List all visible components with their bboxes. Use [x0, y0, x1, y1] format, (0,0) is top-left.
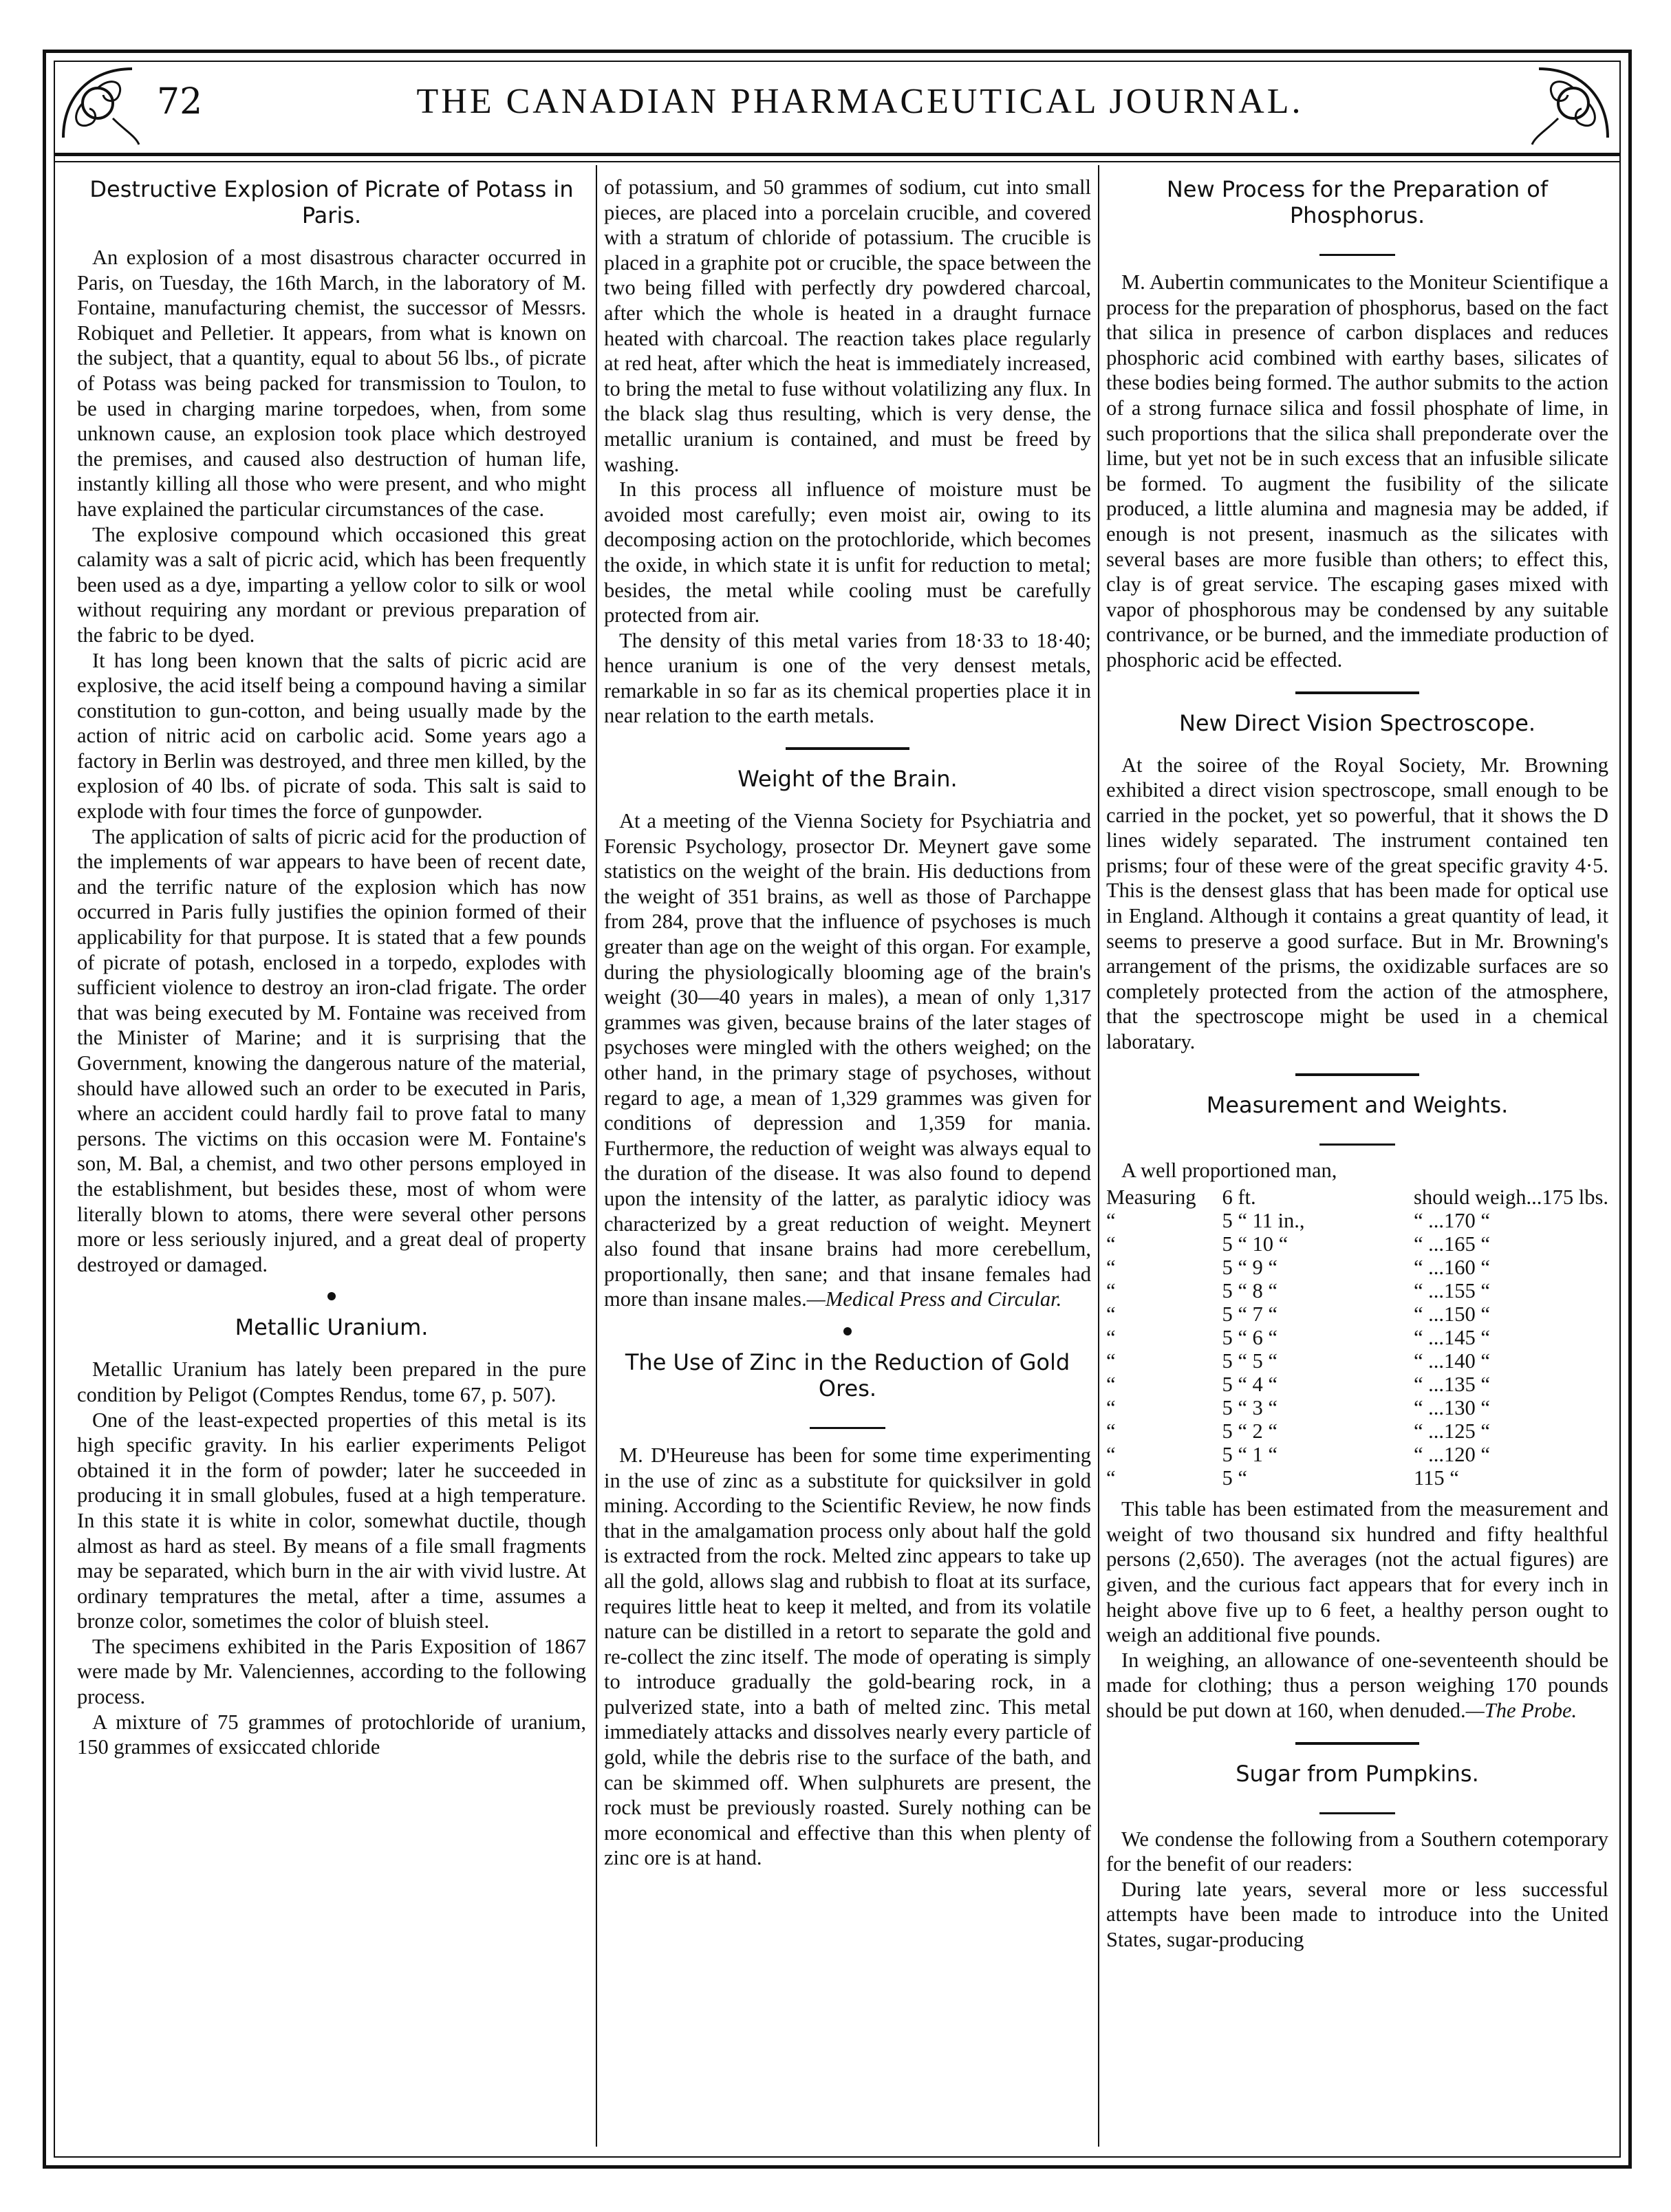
article-title-spectroscope: New Direct Vision Spectroscope. — [1178, 709, 1536, 736]
table-row — [1106, 1279, 1608, 1302]
section-divider — [604, 738, 1091, 759]
table-cell: 115 “ — [1414, 1466, 1459, 1490]
table-cell: 6 ft. — [1222, 1185, 1256, 1210]
article-paragraph: A mixture of 75 grammes of protochloride of uranium, 150 grammes of exsiccated chloride — [77, 1710, 586, 1759]
table-cell: “ — [1106, 1302, 1116, 1327]
table-row — [1106, 1373, 1608, 1396]
article-title-pumpkins: Sugar from Pumpkins. — [1236, 1760, 1479, 1787]
section-divider — [1106, 1135, 1608, 1155]
article-title-measurement: Measurement and Weights. — [1206, 1091, 1509, 1118]
table-cell: “ ...120 “ — [1414, 1443, 1490, 1467]
section-divider — [604, 1322, 1091, 1342]
table-cell: 5 “ 9 “ — [1222, 1256, 1277, 1280]
section-divider — [1106, 245, 1608, 266]
table-cell: 5 “ 5 “ — [1222, 1349, 1277, 1373]
header-rule — [54, 153, 1621, 156]
table-cell: 5 “ 2 “ — [1222, 1419, 1277, 1443]
table-row — [1106, 1209, 1608, 1232]
article-paragraph: We condense the following from a Southern cotemporary for the benefit of our readers: — [1106, 1827, 1608, 1876]
section-divider — [1106, 683, 1608, 703]
table-cell: 5 “ 8 “ — [1222, 1279, 1277, 1303]
table-cell: “ — [1106, 1279, 1116, 1303]
article-paragraph: of potassium, and 50 grammes of sodium, cut into small pieces, are placed into a porcelain crucible, and covered with a stratum of chloride of potassium. The crucible is placed in a graphite pot or crucible, the space between the two being filled with perfectly dry powdered charcoal, after which the whole is heated in a draught furnace heated with charcoal. The reaction takes place regularly at red heat, after which the heat is immediately increased, to bring the metal to fuse without volatilizing any flux. In the black slag thus resulting, which is very dense, the metallic uranium is contained, and must be freed by washing. — [604, 175, 1091, 476]
column-1 — [77, 171, 586, 2138]
table-row — [1106, 1443, 1608, 1466]
table-cell: “ ...160 “ — [1414, 1256, 1490, 1280]
article-text: At a meeting of the Vienna Society for Psychiatria and Forensic Psychology, prosector Dr. Meynert gave some statistics on the weight of the brain. His deductions from the weight of 351 brains, as well as those of Parchappe from 284, prove that the influence of psychoses is much greater than age on the weight of this organ. For example, during the physiologically blooming age of the brain's weight (30—40 years in males), a mean of only 1,317 grammes was given, because brains of the later stages of psychoses were mingled with the others weighed; on the other hand, in the primary stage of psychoses, without regard to age, a mean of 1,329 grammes was given for conditions of depression and 1,359 for mania. Furthermore, the reduction of weight was always equal to the duration of the disease. It was also found to depend upon the intensity of the latter, as paralytic idiocy was characterized by a great reduction of weight. Meynert also found that insane brains had more cerebellum, proportionally, then sane; and that insane females had more than insane males. — [604, 809, 1091, 1311]
article-paragraph: At the soiree of the Royal Society, Mr. Browning exhibited a direct vision spectroscope, small enough to be carried in the pocket, yet so powerful, that it shows the D lines widely separated. The instrument contained ten prisms; four of these were of the great specific gravity 4·5. This is the densest glass that has been made for optical use in England. Although it contains a great quantity of lead, it seems to preserve a good surface. But in Mr. Browning's arrangement of the prisms, the oxidizable surfaces are so completely protected from the action of the atmosphere, that the spectroscope might be used in a chemical laboratary. — [1106, 753, 1608, 1054]
table-cell: “ — [1106, 1256, 1116, 1280]
table-cell: “ ...165 “ — [1414, 1232, 1490, 1256]
table-row — [1106, 1419, 1608, 1443]
article-title-phosphorus: New Process for the Preparation of Phosphorus. — [1166, 176, 1549, 228]
table-cell: “ — [1106, 1209, 1116, 1233]
article-paragraph: The explosive compound which occasioned this great calamity was a salt of picric acid, which has been frequently been used as a dye, imparting a yellow color to silk or wool without requiring any mordant or previous preparation of the fabric to be dyed. — [77, 522, 586, 647]
section-divider — [1106, 1803, 1608, 1824]
table-cell: 5 “ 11 in., — [1222, 1209, 1305, 1233]
table-cell: “ ...135 “ — [1414, 1373, 1490, 1397]
table-cell: “ — [1106, 1349, 1116, 1373]
header-rule-thin — [54, 161, 1621, 162]
table-cell: 5 “ 4 “ — [1222, 1373, 1277, 1397]
article-paragraph: In this process all influence of moisture must be avoided most carefully; even moist air, owing to its decomposing action on the protochloride, which becomes the oxide, in which state it is unfit for reduction to metal; besides, the metal while cooling must be carefully protected from air. — [604, 477, 1091, 627]
table-cell: 5 “ — [1222, 1466, 1247, 1490]
section-divider — [1106, 1064, 1608, 1085]
table-cell: “ ...125 “ — [1414, 1419, 1490, 1443]
table-cell: “ ...155 “ — [1414, 1279, 1490, 1303]
article-paragraph: This table has been estimated from the measurement and weight of two thousand six hundred and fifty healthful persons (2,650). The averages (not the actual figures) are given, and the curious fact appears that for every inch in height above five up to 6 feet, a healthy person ought to weigh an additional five pounds. — [1106, 1497, 1608, 1647]
article-source: —Medical Press and Circular. — [806, 1287, 1062, 1311]
table-cell: “ — [1106, 1373, 1116, 1397]
article-title-picrate: Destructive Explosion of Picrate of Potass in Paris. — [89, 176, 574, 228]
section-divider — [77, 1287, 586, 1307]
article-paragraph: The density of this metal varies from 18·33 to 18·40; hence uranium is one of the very densest metals, remarkable in so far as its chemical properties place it in near relation to the earth metals. — [604, 628, 1091, 728]
height-weight-table — [1106, 1185, 1608, 1490]
table-row — [1106, 1466, 1608, 1490]
article-source: —The Probe. — [1465, 1698, 1577, 1722]
column-3 — [1106, 171, 1608, 2138]
corner-ornament-left-icon — [50, 55, 146, 151]
table-cell: 5 “ 6 “ — [1222, 1326, 1277, 1350]
table-row — [1106, 1232, 1608, 1256]
table-row — [1106, 1396, 1608, 1419]
article-paragraph: One of the least-expected properties of this metal is its high specific gravity. In his earlier experiments Peligot obtained it in the form of powder; later he succeeded in producing it in small globules, fused at a high temperature. In this state it is white in color, somewhat ductile, though almost as hard as steel. By means of a file small fragments may be separated, which burn in the air with vivid lustre. At ordinary tempratures the metal, after a time, assumes a bronze color, sometimes the color of bluish steel. — [77, 1408, 586, 1633]
article-title-uranium: Metallic Uranium. — [235, 1314, 429, 1341]
article-paragraph: M. Aubertin communicates to the Moniteur Scientifique a process for the preparation of phosphorus, based on the fact that silica in presence of carbon displaces and reduces phosphoric acid combined with earthy bases, silicates of these bodies being formed. The author submits to the action of a strong furnace silica and fossil phosphate of lime, in such proportions that the silica shall preponderate over the lime, but yet not be in such excess that an infusible silicate be formed. To augment the fusibility of the silicate produced, a little alumina and magnesia may be added, if enough is not present, inasmuch as the silicates with several bases are more fusible than others; to effect this, clay is of great service. The escaping gases mixed with vapor of phosphorous may be condensed by any suitable contrivance, or be burned, and the immediate production of phosphoric acid be effected. — [1106, 270, 1608, 672]
article-paragraph: Metallic Uranium has lately been prepared in the pure condition by Peligot (Comptes Rendus, tome 67, p. 507). — [77, 1357, 586, 1406]
table-row — [1106, 1326, 1608, 1349]
table-cell: 5 “ 7 “ — [1222, 1302, 1277, 1327]
table-cell: “ — [1106, 1419, 1116, 1443]
table-cell: “ — [1106, 1326, 1116, 1350]
table-cell: “ ...150 “ — [1414, 1302, 1490, 1327]
table-cell: “ — [1106, 1232, 1116, 1256]
table-cell: “ ...140 “ — [1414, 1349, 1490, 1373]
table-row — [1106, 1302, 1608, 1326]
article-paragraph: An explosion of a most disastrous character occurred in Paris, on Tuesday, the 16th March, in the laboratory of M. Fontaine, manufacturing chemist, the successor of Messrs. Robiquet and Pelletier. It appears, from what is known on the subject, that a quantity, equal to about 56 lbs., of picrate of Potass was being packed for transmission to Toulon, to be used in charging marine torpedoes, when, from some unknown cause, an explosion took place which destroyed the premises, and caused also destruction of human life, instantly killing all those who were present, and who might have explained the particular circumstances of the case. — [77, 246, 586, 521]
table-cell: “ ...130 “ — [1414, 1396, 1490, 1420]
section-divider — [604, 1418, 1091, 1439]
table-cell: “ — [1106, 1466, 1116, 1490]
table-cell: “ ...145 “ — [1414, 1326, 1490, 1350]
table-cell: “ — [1106, 1443, 1116, 1467]
journal-title: THE CANADIAN PHARMACEUTICAL JOURNAL. — [416, 82, 1304, 121]
table-cell: 5 “ 1 “ — [1222, 1443, 1277, 1467]
page-number: 72 — [157, 81, 203, 122]
article-paragraph — [1106, 1648, 1608, 1724]
article-paragraph: It has long been known that the salts of picric acid are explosive, the acid itself being a compound having a similar constitution to gun-cotton, and being usually made by the action of nitric acid on carbolic acid. Some years ago a factory in Berlin was destroyed, and three men killed, by the explosion of 40 lbs. of picrate of soda. This salt is said to explode with four times the force of gunpowder. — [77, 648, 586, 824]
article-paragraph: M. D'Heureuse has been for some time experimenting in the use of zinc as a substitute for quicksilver in gold mining. According to the Scientific Review, he now finds that in the amalgamation process only about half the gold is extracted from the rock. Melted zinc appears to take up all the gold, allows slag and rubbish to float at its surface, requires little heat to keep it melted, and from its volatile nature can be distilled in a retort to separate the gold and re-collect the zinc itself. The mode of operating is simply to introduce gradually the gold-bearing rock, in a pulverized state, into a bath of melted zinc. This metal immediately attacks and dissolves nearly every particle of gold, while the debris rise to the surface of the bath, and can be skimmed off. When sulphurets are present, the rock must be previously roasted. Surely nothing can be more economical and effective than this when plenty of zinc ore is at hand. — [604, 1443, 1091, 1870]
table-cell: 5 “ 10 “ — [1222, 1232, 1289, 1256]
article-title-zinc: The Use of Zinc in the Reduction of Gold Ores. — [625, 1349, 1070, 1402]
section-divider — [1106, 1733, 1608, 1754]
table-cell: 5 “ 3 “ — [1222, 1396, 1277, 1420]
table-row — [1106, 1256, 1608, 1279]
article-text: In weighing, an allowance of one-seventeenth should be made for clothing; thus a person weighing 170 pounds should be put down at 160, when denuded. — [1106, 1648, 1608, 1722]
column-rule-1 — [596, 165, 597, 2147]
table-row — [1106, 1185, 1608, 1209]
article-paragraph: During late years, several more or less successful attempts have been made to introduce into the United States, sugar-producing — [1106, 1877, 1608, 1951]
column-rule-2 — [1098, 165, 1099, 2147]
article-title-brain: Weight of the Brain. — [737, 766, 958, 793]
article-paragraph: A well proportioned man, — [1121, 1158, 1337, 1182]
table-cell: Measuring — [1106, 1185, 1196, 1210]
table-cell: “ ...170 “ — [1414, 1209, 1490, 1233]
table-cell: “ — [1106, 1396, 1116, 1420]
article-paragraph — [604, 808, 1091, 1312]
column-2 — [604, 171, 1091, 2138]
table-cell: should weigh...175 lbs. — [1414, 1185, 1608, 1210]
article-paragraph: The application of salts of picric acid for the production of the implements of war appears to have been of recent date, and the terrific nature of the explosion which has now occurred in Paris fully justifies the opinion formed of their applicability for that purpose. It is stated that a few pounds of picrate of potash, enclosed in a torpedo, explodes with sufficient violence to destroy an iron-clad frigate. The order that was being executed by M. Fontaine was received from the Minister of Marine; and it is surprising that the Government, knowing the dangerous nature of the material, should have allowed such an order to be executed in Paris, where an accident could hardly fail to prove fatal to many persons. The victims on this occasion were M. Fontaine's son, M. Bal, a chemist, and two other persons employed in the establishment, but besides these, most of whom were literally blown to atoms, there were several other persons more or less seriously injured, and a great deal of property destroyed or damaged. — [77, 824, 586, 1276]
article-paragraph: The specimens exhibited in the Paris Exposition of 1867 were made by Mr. Valenciennes, according to the following process. — [77, 1634, 586, 1709]
corner-ornament-right-icon — [1525, 55, 1621, 151]
table-row — [1106, 1349, 1608, 1373]
